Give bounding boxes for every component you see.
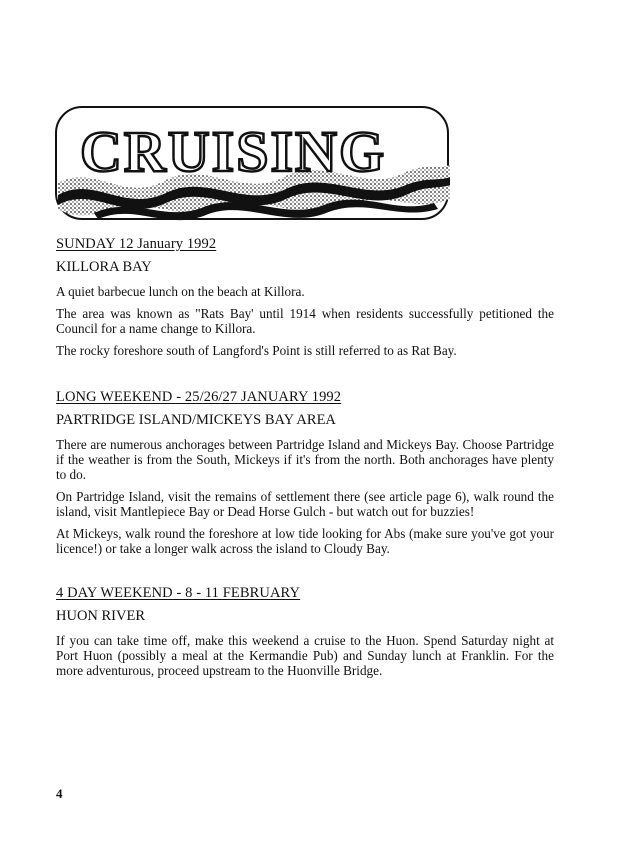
section-paragraph: At Mickeys, walk round the foreshore at low tide looking for Abs (make sure you've got your licence!) or take a longer walk across the island to Cloudy Bay. — [56, 526, 554, 556]
section-place: KILLORA BAY — [56, 259, 152, 275]
page-number: 4 — [56, 786, 63, 801]
section-paragraph: There are numerous anchorages between Partridge Island and Mickeys Bay. Choose Partridge if the weather is from the South, Mickeys if it's from the north. Both anchorages have plenty to do. — [56, 437, 554, 482]
section-partridge — [56, 389, 554, 556]
section-date: 4 DAY WEEKEND - 8 - 11 FEBRUARY — [56, 585, 301, 601]
banner-title: CRUISING — [80, 119, 387, 184]
section-huon — [56, 585, 554, 678]
section-paragraph: On Partridge Island, visit the remains of settlement there (see article page 6), walk round the island, visit Mantlepiece Bay or Dead Horse Gulch - but watch out for buzzies! — [56, 489, 554, 519]
section-place: PARTRIDGE ISLAND/MICKEYS BAY AREA — [56, 412, 336, 428]
section-killora — [56, 236, 554, 358]
section-place: HUON RIVER — [56, 608, 146, 624]
cruising-banner — [54, 103, 452, 225]
article-body — [56, 236, 554, 685]
section-date: LONG WEEKEND - 25/26/27 JANUARY 1992 — [56, 389, 342, 405]
section-date: SUNDAY 12 January 1992 — [56, 236, 217, 252]
section-paragraph: If you can take time off, make this weekend a cruise to the Huon. Spend Saturday night at Port Huon (possibly a meal at the Kermandie Pub) and Sunday lunch at Franklin. For the more adventurous, proceed upstream to the Huonville Bridge. — [56, 633, 554, 678]
cruising-logo-graphic — [54, 103, 452, 225]
section-paragraph: A quiet barbecue lunch on the beach at Killora. — [56, 284, 305, 299]
section-paragraph: The rocky foreshore south of Langford's Point is still referred to as Rat Bay. — [56, 343, 457, 358]
section-paragraph: The area was known as "Rats Bay' until 1914 when residents successfully petitioned the Council for a name change to Killora. — [56, 306, 554, 336]
